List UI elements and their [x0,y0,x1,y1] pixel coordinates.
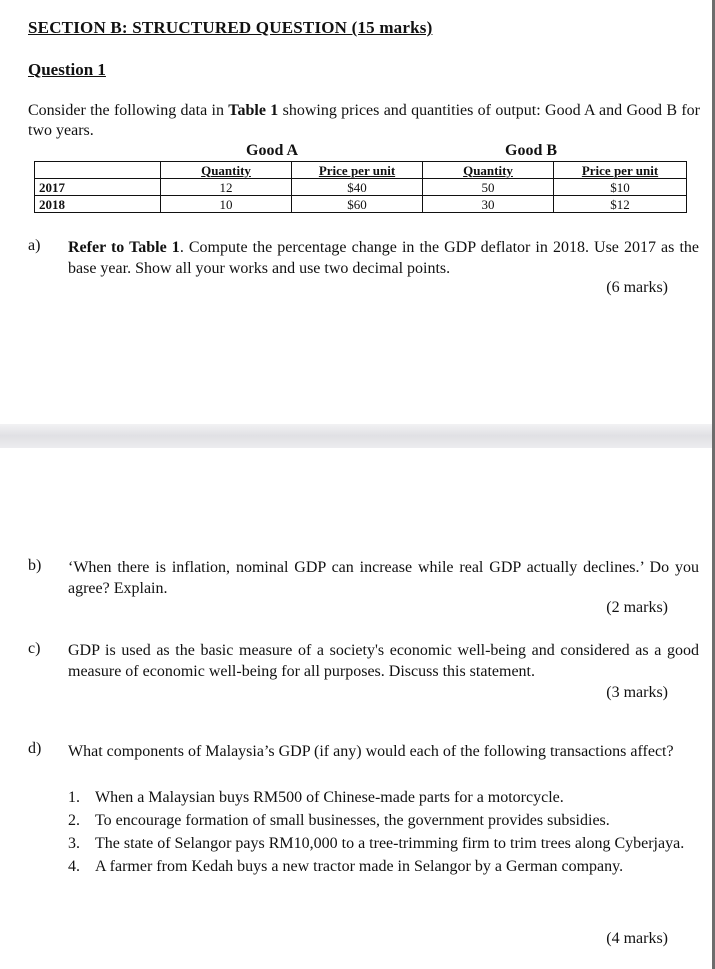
question-d-marks: (4 marks) [606,930,668,947]
question-c-marks: (3 marks) [606,684,668,701]
intro-text-2: showing prices and quantities of output: Good A and Good B for two years. [28,102,700,139]
header-quantity-b: Quantity [423,162,554,179]
question-a-marks: (6 marks) [606,279,668,296]
cell-price-a: $40 [292,179,423,196]
question-a-label: a) [28,237,41,254]
list-item-text: A farmer from Kedah buys a new tractor made in Selangor by a German company. [95,858,624,875]
table-row [35,179,687,196]
list-item [68,832,699,855]
list-item-text: To encourage formation of small businesses, the government provides subsidies. [95,812,610,829]
cell-quantity-b: 30 [423,196,554,213]
page-divider [0,424,712,448]
list-item-text: The state of Selangor pays RM10,000 to a tree-trimming firm to trim trees along Cyberjaya. [95,835,685,852]
list-item-number: 3. [68,835,80,852]
question-a-text [68,237,699,279]
cell-price-b: $12 [554,196,687,213]
row-year: 2017 [35,179,161,196]
intro-paragraph [28,101,700,141]
list-item [68,786,699,809]
question-a-bold: Refer to Table 1 [68,239,180,256]
question-b-label: b) [28,557,42,574]
question-b-marks: (2 marks) [606,599,668,616]
cell-price-b: $10 [554,179,687,196]
question-c-text: GDP is used as the basic measure of a society's economic well-being and considered as a good measure of economic well-being for all purposes. Discuss this statement. [68,642,699,680]
data-table [34,161,687,213]
question-b-text: ‘When there is inflation, nominal GDP can increase while real GDP actually declines.’ Do you agree? Explain. [68,559,699,597]
question-title: Question 1 [28,60,106,79]
list-item-number: 1. [68,789,80,806]
header-price-b: Price per unit [554,162,687,179]
cell-quantity-a: 10 [161,196,292,213]
question-d-list [68,786,699,878]
question-d-label: d) [28,740,42,757]
good-b-heading: Good B [505,142,558,159]
intro-text-1: Consider the following data in [28,102,229,119]
section-title: SECTION B: STRUCTURED QUESTION (15 marks) [28,18,433,37]
cell-price-a: $60 [292,196,423,213]
list-item-number: 4. [68,858,80,875]
cell-quantity-b: 50 [423,179,554,196]
table-header-row [35,162,687,179]
question-c-label: c) [28,640,41,657]
header-price-a: Price per unit [292,162,423,179]
list-item [68,809,699,832]
list-item [68,855,699,878]
question-d-text: What components of Malaysia’s GDP (if any) would each of the following transactions affect? [68,743,674,760]
question-a-body: . Compute the percentage change in the GDP deflator in 2018. Use 2017 as the base year. Show all your works and use two decimal points. [68,239,699,277]
table-row [35,196,687,213]
list-item-text: When a Malaysian buys RM500 of Chinese-made parts for a motorcycle. [95,789,564,806]
cell-quantity-a: 12 [161,179,292,196]
intro-table-ref: Table 1 [228,102,279,119]
header-quantity-a: Quantity [161,162,292,179]
good-a-heading: Good A [246,142,299,159]
list-item-number: 2. [68,812,80,829]
row-year: 2018 [35,196,161,213]
table-corner-cell [35,162,161,179]
